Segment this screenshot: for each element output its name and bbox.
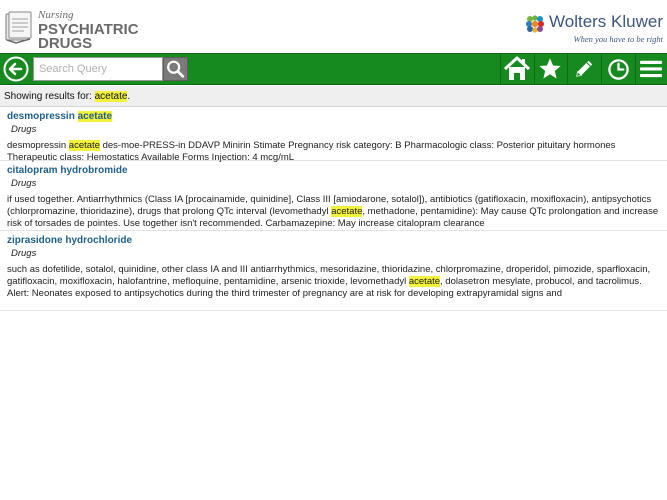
menu-icon bbox=[638, 58, 664, 80]
pencil-icon bbox=[573, 58, 595, 80]
publisher-logo bbox=[524, 13, 663, 44]
history-button[interactable] bbox=[603, 56, 633, 82]
results-summary-suffix: . bbox=[127, 91, 131, 102]
result-item[interactable] bbox=[0, 107, 667, 161]
result-title-text: desmopressin bbox=[7, 111, 78, 122]
toolbar-separator bbox=[500, 54, 501, 84]
publisher-name: Wolters Kluwer bbox=[549, 12, 663, 31]
result-snippet-highlight: acetate bbox=[408, 276, 441, 287]
menu-button[interactable] bbox=[636, 56, 666, 82]
app-title-psychiatric: PSYCHIATRIC bbox=[38, 21, 139, 38]
result-title-text: ziprasidone hydrochloride bbox=[7, 235, 133, 246]
result-title[interactable] bbox=[7, 164, 661, 177]
back-arrow-icon[interactable] bbox=[3, 56, 29, 82]
result-title[interactable] bbox=[7, 110, 661, 123]
search-button[interactable] bbox=[163, 57, 188, 81]
home-icon bbox=[503, 56, 531, 82]
results-list bbox=[0, 107, 667, 301]
app-header bbox=[0, 0, 667, 53]
results-summary bbox=[0, 86, 667, 107]
result-snippet bbox=[7, 194, 661, 230]
result-snippet bbox=[7, 264, 661, 300]
results-end-divider bbox=[0, 310, 667, 311]
results-summary-prefix: Showing results for: bbox=[4, 91, 95, 102]
result-category: Drugs bbox=[11, 248, 37, 259]
result-category: Drugs bbox=[11, 178, 37, 189]
notes-button[interactable] bbox=[569, 56, 599, 82]
star-icon bbox=[538, 57, 562, 81]
book-logo-icon bbox=[4, 10, 34, 44]
home-button[interactable] bbox=[502, 56, 532, 82]
publisher-tagline: When you have to be right bbox=[573, 34, 663, 44]
result-title[interactable] bbox=[7, 234, 661, 247]
result-item[interactable] bbox=[0, 161, 667, 231]
result-snippet-highlight: acetate bbox=[331, 206, 363, 217]
main-toolbar bbox=[0, 53, 667, 85]
app-title-nursing: Nursing bbox=[38, 9, 74, 21]
app-title-drugs: DRUGS bbox=[38, 35, 93, 52]
result-title-text: citalopram hydrobromide bbox=[7, 165, 128, 176]
result-snippet-text-post: , methadone, pentamidine): May cause QTc prolongation and increase risk of torsades de pointes. Use together isn't recommended. Carbamazepine: May increase citalopram clearance bbox=[7, 206, 659, 229]
search-input[interactable] bbox=[33, 57, 163, 81]
result-title-highlight: acetate bbox=[77, 111, 113, 122]
result-item[interactable] bbox=[0, 231, 667, 301]
result-snippet-text: desmopressin bbox=[7, 140, 69, 151]
wolters-kluwer-globe-icon bbox=[524, 13, 546, 35]
result-snippet-highlight: acetate bbox=[68, 140, 100, 151]
clock-icon bbox=[607, 58, 630, 81]
toolbar-separator bbox=[567, 54, 568, 84]
result-snippet-text: if used together. Antiarrhythmics (Class IA [procainamide, quinidine], Class III [amiodarone, sotalol]), antibiotics (gatifloxacin, moxifloxacin), antipsychotics (chlorpromazine, thioridazine), drugs that prolong QTc interval (levomethadyl bbox=[7, 194, 652, 217]
result-snippet-text: such as dofetilide, sotalol, quinidine, other class IA and III antiarrhythmics, mesoridazine, thioridazine, chlorpromazine, droperidol, pimozide, sparfloxacin, gatifloxacin, moxifloxacin, halofantrine, mefloquine, pentamidine, arsenic trioxide, levomethadyl bbox=[7, 264, 651, 287]
result-snippet-text-post: des-moe-PRESS-in DDAVP Minirin Stimate Pregnancy risk category: B Pharmacologic class: Posterior pituitary hormones Therapeutic class: Hemostatics Available Forms Injection: 4 mcg/mL bbox=[7, 140, 616, 163]
result-snippet-text-post: , dolasetron mesylate, probucol, and tacrolimus. Alert: Neonates exposed to antipsychotics during the third trimester of pregnancy are at risk for developing extrapyramidal signs and bbox=[7, 276, 642, 299]
favorites-button[interactable] bbox=[535, 56, 565, 82]
app-logo bbox=[4, 10, 139, 51]
results-summary-query: acetate bbox=[94, 91, 128, 102]
result-category: Drugs bbox=[11, 124, 37, 135]
search-icon bbox=[164, 58, 187, 80]
toolbar-separator bbox=[601, 54, 602, 84]
